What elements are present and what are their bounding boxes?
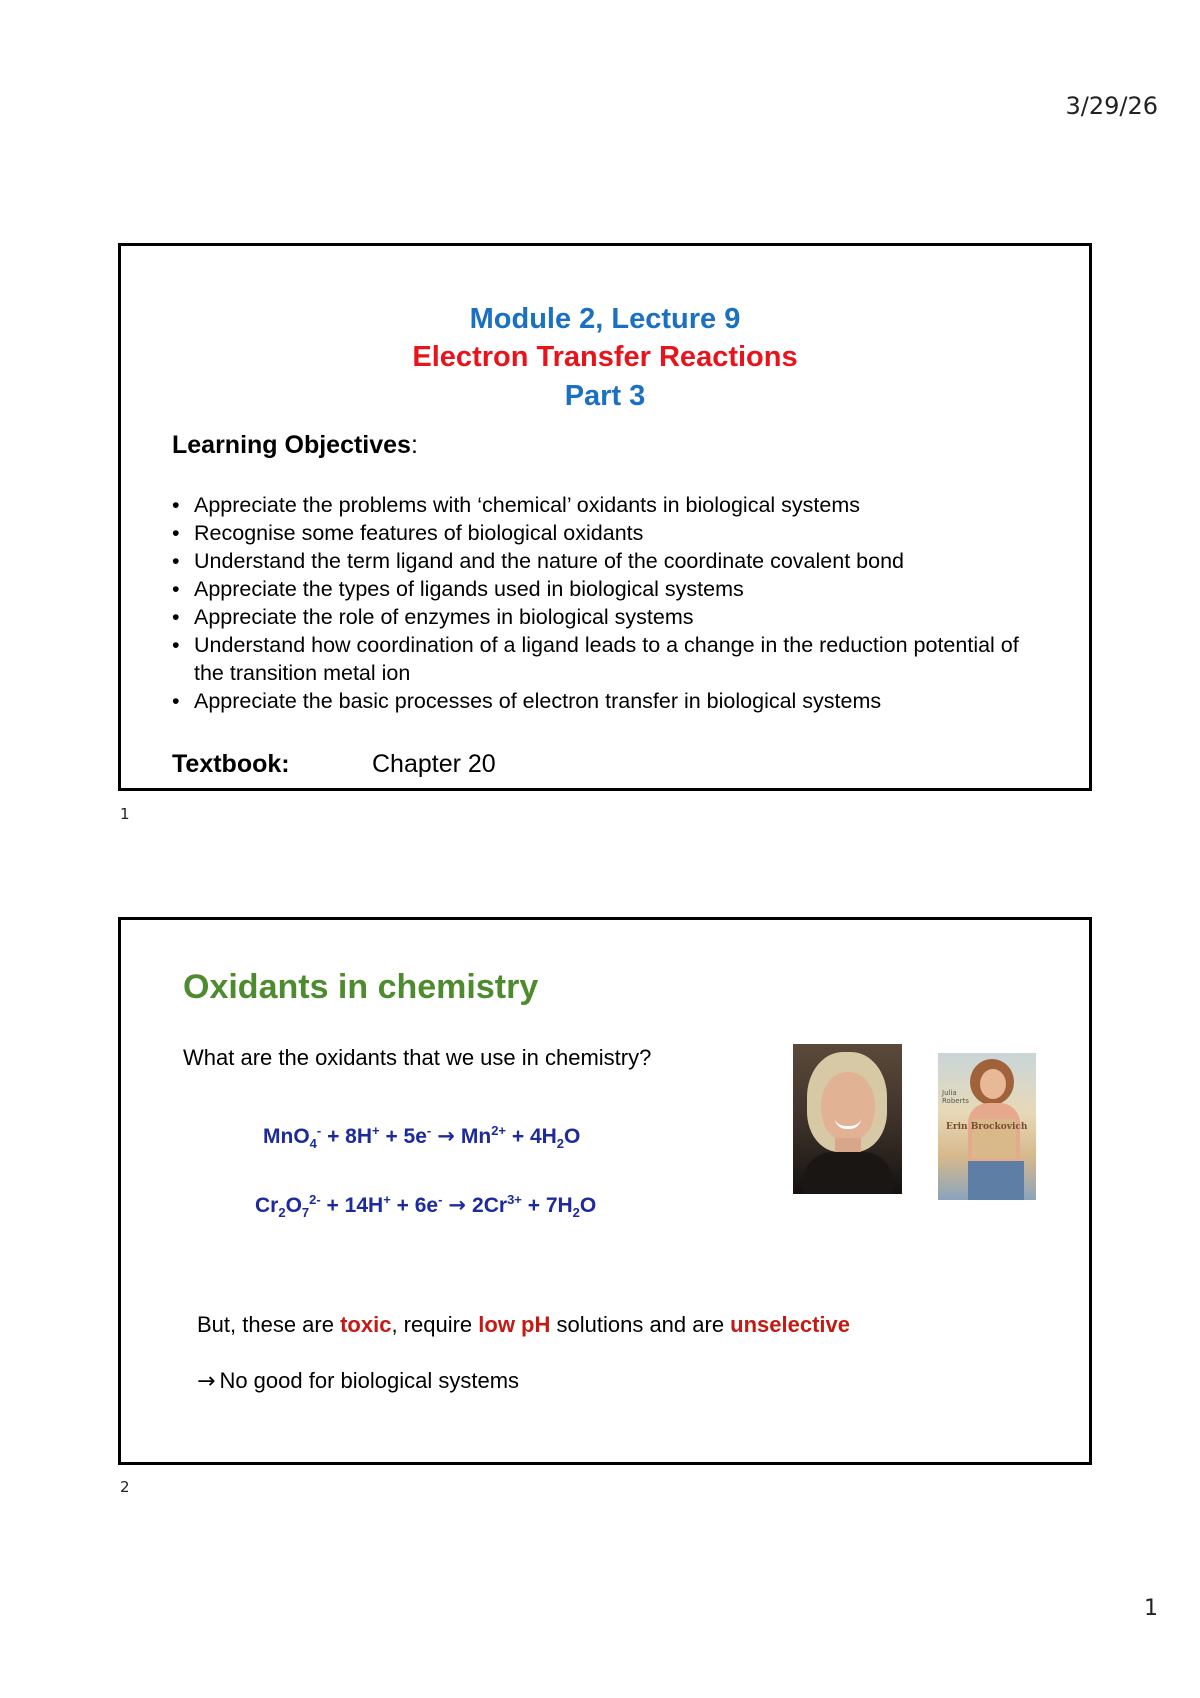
caveat-text: But, these are <box>197 1312 341 1337</box>
learning-objectives-colon: : <box>410 431 418 459</box>
list-item: • Appreciate the types of ligands used in biological systems <box>172 575 1052 603</box>
reaction-arrow-icon: → <box>448 1193 467 1217</box>
textbook-label: Textbook: <box>172 750 290 778</box>
eq-term: + 5e <box>379 1125 427 1148</box>
list-item: • Appreciate the basic processes of electron transfer in biological systems <box>172 687 1052 715</box>
page-number: 1 <box>1144 1596 1158 1621</box>
learning-objectives-list <box>172 491 1052 715</box>
textbook-chapter: Chapter 20 <box>372 750 496 778</box>
poster-title-text: Erin Brockovich <box>946 1122 1028 1132</box>
right-arrow-icon: → <box>197 1369 216 1394</box>
page-date: 3/29/26 <box>1065 92 1158 120</box>
slide-1-title-part: Part 3 <box>564 380 646 412</box>
eq-subscript: 2 <box>572 1205 580 1221</box>
highlight-toxic: toxic <box>340 1312 392 1337</box>
eq-term: + 6e <box>390 1194 439 1217</box>
eq-superscript: + <box>383 1192 391 1207</box>
eq-superscript: 3+ <box>507 1192 522 1207</box>
eq-subscript: 2 <box>556 1136 565 1152</box>
slide-1-title-module: Module 2, Lecture 9 <box>469 303 741 335</box>
caveat-text: solutions and are <box>550 1312 731 1337</box>
oxidant-conclusion <box>197 1368 519 1394</box>
eq-subscript: 4 <box>309 1136 317 1152</box>
poster-actor-text: Julia Roberts <box>942 1089 969 1105</box>
eq-term: O <box>579 1194 597 1217</box>
eq-term: O <box>564 1125 581 1148</box>
eq-subscript: 7 <box>301 1205 310 1221</box>
learning-objectives-heading <box>172 431 418 460</box>
eq-term: + 4H <box>506 1125 557 1148</box>
movie-poster-image <box>938 1053 1036 1200</box>
slide-1-number: 1 <box>120 805 130 823</box>
eq-superscript: - <box>426 1123 432 1138</box>
textbook-reference <box>172 750 496 779</box>
reaction-arrow-icon: → <box>437 1124 455 1148</box>
eq-term: 2Cr <box>472 1194 508 1217</box>
eq-superscript: - <box>438 1192 443 1207</box>
eq-subscript: 2 <box>278 1205 286 1221</box>
eq-term: Cr <box>255 1194 279 1217</box>
eq-term: + 7H <box>521 1194 573 1217</box>
portrait-photo <box>793 1044 902 1194</box>
conclusion-text: No good for biological systems <box>219 1368 520 1393</box>
dichromate-equation <box>255 1192 596 1220</box>
caveat-text: , require <box>391 1312 479 1337</box>
slide-2-number: 2 <box>120 1478 130 1496</box>
list-item: • Understand the term ligand and the nature of the coordinate covalent bond <box>172 547 1052 575</box>
eq-superscript: + <box>372 1123 380 1138</box>
eq-term: Mn <box>460 1125 492 1148</box>
eq-term: + 8H <box>321 1125 373 1148</box>
highlight-unselective: unselective <box>730 1312 851 1337</box>
learning-objectives-label: Learning Objectives <box>172 431 411 459</box>
slide-2-question: What are the oxidants that we use in chemistry? <box>183 1045 652 1070</box>
slide-2-title: Oxidants in chemistry <box>183 968 539 1006</box>
list-item: • Recognise some features of biological oxidants <box>172 519 1052 547</box>
highlight-low-ph: low pH <box>478 1312 551 1337</box>
permanganate-equation <box>263 1123 580 1151</box>
slide-1 <box>118 243 1092 791</box>
eq-superscript: - <box>316 1123 322 1138</box>
eq-term: + 14H <box>320 1194 384 1217</box>
eq-term: O <box>285 1194 302 1217</box>
slide-1-title-topic: Electron Transfer Reactions <box>412 341 798 373</box>
eq-superscript: 2- <box>309 1192 321 1207</box>
eq-superscript: 2+ <box>491 1123 507 1138</box>
list-item: • Appreciate the role of enzymes in biological systems <box>172 603 1052 631</box>
list-item: • Understand how coordination of a ligand leads to a change in the reduction potential of the transition metal ion <box>172 631 1052 687</box>
oxidant-caveat <box>197 1312 850 1338</box>
eq-term: MnO <box>263 1125 310 1148</box>
slide-2 <box>118 917 1092 1465</box>
list-item: • Appreciate the problems with ‘chemical’ oxidants in biological systems <box>172 491 1052 519</box>
